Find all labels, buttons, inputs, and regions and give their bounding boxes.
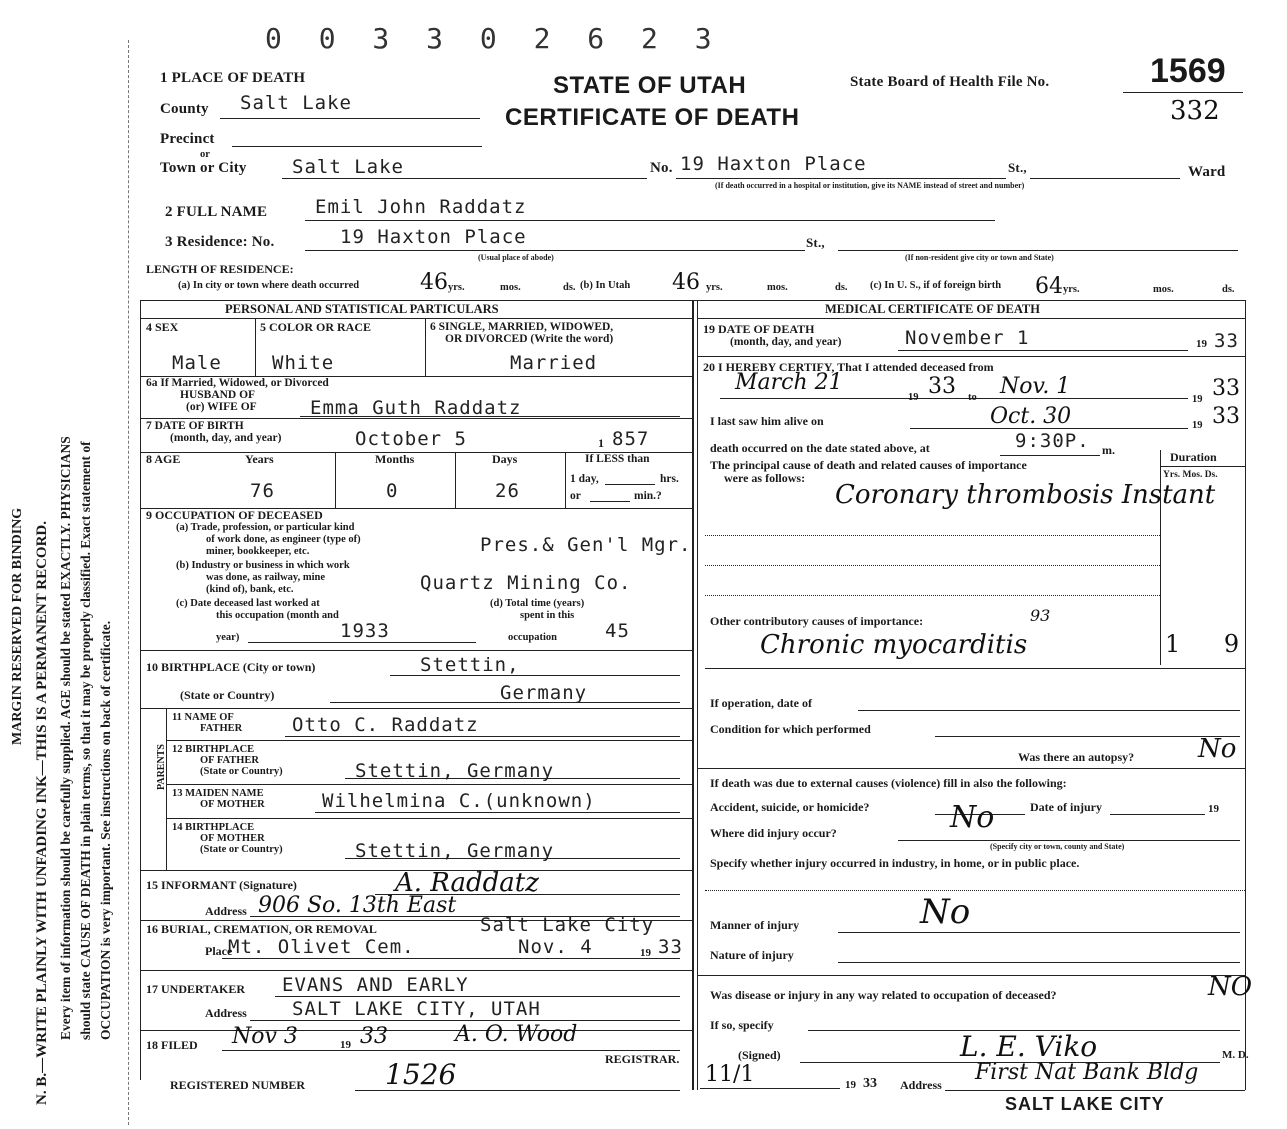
usual-note: (Usual place of abode) — [478, 253, 554, 262]
length-b-value: 46 — [672, 270, 700, 295]
county-line — [220, 118, 480, 119]
residence-label: 3 Residence: No. — [165, 234, 275, 250]
county-label: County — [160, 101, 209, 117]
residence-st-label: St., — [806, 235, 825, 250]
row-line-5 — [140, 650, 692, 651]
full-name-value: Emil John Raddatz — [315, 196, 527, 218]
mbirth-label-3: (State or Country) — [200, 844, 283, 855]
dob-label-1: 7 DATE OF BIRTH — [146, 420, 244, 432]
state-title: STATE OF UTAH — [553, 72, 747, 99]
certify-to-date: Nov. 1 — [1000, 374, 1071, 399]
spouse-label-1: 6a If Married, Widowed, or Divorced — [146, 377, 329, 389]
dod-label-1: 19 DATE OF DEATH — [703, 322, 815, 336]
parents-line-1 — [166, 740, 692, 741]
full-name-label: 2 FULL NAME — [165, 204, 268, 220]
undertaker-address: SALT LAKE CITY, UTAH — [292, 998, 541, 1020]
age-months-label: Months — [375, 452, 415, 466]
burial-place-line — [222, 958, 680, 959]
occ-c-line — [248, 642, 476, 643]
informant-signature: A. Raddatz — [395, 868, 539, 898]
dob-value: October 5 — [355, 428, 467, 450]
operation-line — [858, 710, 1240, 711]
age-min: min.? — [634, 490, 662, 502]
time-m-label: m. — [1102, 443, 1115, 457]
marital-label-1: 6 SINGLE, MARRIED, WIDOWED, — [430, 321, 614, 333]
med-line-3 — [697, 975, 1245, 976]
last-saw-label: I last saw him alive on — [710, 414, 824, 428]
occ-b-label-1: (b) Industry or business in which work — [176, 560, 350, 571]
dod-year-prefix: 19 — [1196, 338, 1207, 350]
residence-value: 19 Haxton Place — [340, 226, 527, 248]
street-line — [676, 178, 1006, 179]
birthplace-city: Stettin, — [420, 654, 520, 676]
row-line-9 — [140, 970, 692, 971]
precinct-line — [232, 146, 482, 147]
father-value: Otto C. Raddatz — [292, 714, 479, 736]
street-no-label: No. — [650, 160, 673, 176]
last-saw-prefix: 19 — [1192, 420, 1203, 431]
or-label: or — [200, 149, 210, 160]
town-label: Town or City — [160, 160, 247, 176]
cause-line-2 — [705, 565, 1160, 566]
burial-place: Mt. Olivet Cem. — [228, 936, 415, 958]
birth-state-label: (State or Country) — [180, 688, 275, 702]
dod-label-2: (month, day, and year) — [730, 336, 842, 348]
cause-value: Coronary thrombosis Instant — [835, 480, 1216, 510]
dob-label-2: (month, day, and year) — [170, 432, 282, 444]
personal-heading-line — [140, 318, 692, 319]
occ-b-label-3: (kind of), bank, etc. — [206, 584, 294, 595]
dob-year: 857 — [612, 428, 650, 450]
spouse-label-2: HUSBAND OF — [180, 389, 256, 401]
manner-label: Manner of injury — [710, 918, 800, 932]
related-label: Was disease or injury in any way related to occupation of deceased? — [710, 988, 1057, 1002]
marital-value: Married — [510, 352, 598, 374]
undertaker-address-label: Address — [205, 1006, 247, 1020]
burial-label: 16 BURIAL, CREMATION, OR REMOVAL — [146, 922, 377, 936]
hospital-note: (If death occurred in a hospital or institution, give its NAME instead of street and number) — [715, 181, 1025, 190]
row-line-6 — [140, 708, 692, 709]
occ-c-value: 1933 — [340, 620, 390, 642]
occ-d-label-1: (d) Total time (years) — [490, 598, 585, 609]
age-hrs-line — [605, 484, 655, 485]
length-c-mos: mos. — [1153, 284, 1174, 295]
filed-line — [222, 1050, 680, 1051]
certify-label: 20 I HEREBY CERTIFY, That I attended deceased from — [703, 360, 994, 374]
filed-date: Nov 3 — [232, 1024, 298, 1049]
med-line-2 — [697, 768, 1245, 769]
age-less-label: If LESS than — [585, 453, 650, 465]
other-causes-note: 93 — [1030, 606, 1051, 625]
binding-margin-line — [128, 40, 129, 1125]
last-saw-date: Oct. 30 — [990, 404, 1072, 429]
md-label: M. D. — [1222, 1049, 1249, 1061]
age-years-label: Years — [245, 452, 274, 466]
burial-city: Salt Lake City — [480, 914, 655, 936]
certify-to-year: 33 — [1212, 376, 1240, 401]
sex-label: 4 SEX — [146, 320, 179, 334]
certify-to-label: to — [968, 392, 977, 403]
length-c-label: (c) In U. S., if of foreign birth — [870, 280, 1002, 291]
occ-a-label-1: (a) Trade, profession, or particular kind — [176, 522, 355, 533]
dob-year-prefix: 1 — [598, 436, 604, 450]
undertaker-label: 17 UNDERTAKER — [146, 982, 246, 996]
time-line — [1000, 455, 1100, 456]
occ-d-label-3: occupation — [508, 632, 558, 643]
address-line — [945, 1090, 1245, 1091]
occ-b-value: Quartz Mining Co. — [420, 572, 632, 594]
father-label-1: 11 NAME OF — [172, 712, 234, 723]
spouse-value: Emma Guth Raddatz — [310, 397, 522, 419]
nature-line — [838, 962, 1240, 963]
length-a-ds: ds. — [563, 282, 576, 293]
color-value: White — [272, 352, 335, 374]
external-label: If death was due to external causes (violence) fill in also the following: — [710, 776, 1067, 790]
margin-nb-text: N. B.—WRITE PLAINLY WITH UNFADING INK—THIS IS A PERMANENT RECORD. — [34, 521, 50, 1105]
mother-label-1: 13 MAIDEN NAME — [172, 788, 264, 799]
length-a-value: 46 — [420, 270, 448, 295]
last-saw-year: 33 — [1212, 404, 1240, 429]
duration-label: Duration — [1170, 450, 1217, 464]
physician-signature: L. E. Viko — [960, 1030, 1098, 1063]
injury-year-prefix: 19 — [1208, 803, 1219, 815]
other-causes-value: Chronic myocarditis — [760, 630, 1028, 660]
signed-date-line — [700, 1088, 840, 1089]
certify-from-date: March 21 — [735, 370, 843, 395]
father-label-2: FATHER — [200, 723, 243, 734]
informant-address-label: Address — [205, 904, 247, 918]
length-c-yrs: yrs. — [1063, 284, 1080, 295]
parents-side-label: PARENTS — [156, 744, 167, 790]
precinct-label: Precinct — [160, 131, 215, 147]
age-days-label: Days — [492, 452, 518, 466]
other-causes-line — [705, 668, 1245, 669]
nonres-line — [838, 250, 1238, 251]
dod-year: 33 — [1214, 330, 1239, 352]
filed-label: 18 FILED — [146, 1038, 198, 1052]
parents-line-3 — [166, 818, 692, 819]
certify-to-prefix: 19 — [1192, 394, 1203, 405]
marital-label-2: OR DIVORCED (Write the word) — [445, 333, 614, 345]
nonres-note: (If non-resident give city or town and State) — [905, 253, 1054, 262]
file-sub-number: 332 — [1170, 96, 1220, 126]
undertaker-address-line — [250, 1020, 680, 1021]
registrar-label: REGISTRAR. — [605, 1052, 680, 1066]
grid-center-line — [692, 300, 694, 1090]
death-time: 9:30P. — [1015, 430, 1090, 452]
specify-line — [705, 890, 1245, 891]
length-b-yrs: yrs. — [706, 282, 723, 293]
specify-label: Specify whether injury occurred in industry, in home, or in public place. — [710, 856, 1080, 870]
grid-center-line-2 — [697, 300, 698, 1090]
sex-divider — [255, 318, 256, 376]
age-min-line — [590, 501, 630, 502]
cause-label-1: The principal cause of death and related causes of importance — [710, 458, 1027, 472]
age-days-value: 26 — [495, 480, 520, 502]
fbirth-value: Stettin, Germany — [355, 760, 555, 782]
row-line-2 — [140, 418, 692, 419]
length-label: LENGTH OF RESIDENCE: — [146, 262, 294, 276]
age-divider-3 — [565, 452, 566, 508]
dod-value: November 1 — [905, 327, 1030, 349]
filed-year: 33 — [360, 1024, 388, 1049]
birthplace-label: 10 BIRTHPLACE (City or town) — [146, 660, 316, 674]
burial-date: Nov. 4 — [518, 936, 593, 958]
file-no-line — [1123, 92, 1243, 93]
accident-value: No — [950, 800, 995, 835]
mbirth-label-1: 14 BIRTHPLACE — [172, 822, 255, 833]
occ-a-label-2: of work done, as engineer (type of) — [206, 534, 361, 545]
mother-line — [315, 812, 680, 813]
fbirth-label-3: (State or Country) — [200, 766, 283, 777]
father-line — [285, 736, 680, 737]
age-label: 8 AGE — [146, 452, 181, 466]
cause-line-3 — [705, 595, 1160, 596]
filed-year-prefix: 19 — [340, 1039, 351, 1051]
address-label: Address — [900, 1078, 942, 1092]
occ-b-label-2: was done, as railway, mine — [206, 572, 326, 583]
mother-label-2: OF MOTHER — [200, 799, 265, 810]
burial-year: 33 — [658, 936, 683, 958]
length-c-ds: ds. — [1222, 284, 1235, 295]
where-label: Where did injury occur? — [710, 826, 837, 840]
residence-line — [305, 250, 805, 251]
registered-number-label: REGISTERED NUMBER — [170, 1078, 306, 1092]
serial-number: 0 0 3 3 0 2 6 2 3 — [265, 22, 722, 55]
birthplace-country: Germany — [500, 682, 588, 704]
occurred-label: death occurred on the date stated above, at — [710, 441, 930, 455]
certify-from-prefix: 19 — [908, 392, 919, 403]
burial-year-prefix: 19 — [640, 947, 651, 959]
age-months-value: 0 — [386, 480, 399, 502]
undertaker-line — [275, 996, 680, 997]
burial-place-label: Place — [205, 944, 233, 958]
informant-address: 906 So. 13th East — [258, 893, 457, 918]
grid-left-line — [140, 300, 141, 1080]
row-line-10 — [140, 1030, 692, 1031]
signed-year-prefix: 19 — [845, 1079, 856, 1091]
certify-from-year: 33 — [928, 374, 956, 399]
address-stamp: SALT LAKE CITY — [1005, 1094, 1165, 1114]
personal-heading: PERSONAL AND STATISTICAL PARTICULARS — [225, 302, 499, 316]
age-divider-2 — [455, 452, 456, 508]
physician-address: First Nat Bank Bldg — [975, 1060, 1199, 1085]
margin-instructions-1: Every item of information should be carefully supplied. AGE should be stated EXACTLY. PHYSICIANS — [58, 436, 73, 1040]
signed-label: (Signed) — [738, 1048, 781, 1062]
age-or: or — [570, 490, 581, 502]
age-divider-1 — [335, 452, 336, 508]
medical-heading: MEDICAL CERTIFICATE OF DEATH — [825, 302, 1040, 316]
undertaker-value: EVANS AND EARLY — [282, 974, 469, 996]
length-b-ds: ds. — [835, 282, 848, 293]
length-a-mos: mos. — [500, 282, 521, 293]
ifso-label: If so, specify — [710, 1018, 774, 1032]
med-line-1 — [697, 356, 1245, 357]
occ-d-value: 45 — [605, 620, 630, 642]
fbirth-label-1: 12 BIRTHPLACE — [172, 744, 255, 755]
where-note: (Specify city or town, county and State) — [990, 842, 1125, 851]
condition-label: Condition for which performed — [710, 722, 871, 736]
full-name-line — [305, 220, 995, 221]
accident-label: Accident, suicide, or homicide? — [710, 800, 870, 814]
manner-line — [838, 932, 1240, 933]
length-a-label: (a) In city or town where death occurred — [178, 280, 360, 291]
manner-value: No — [920, 892, 971, 932]
town-line — [282, 178, 647, 179]
file-no-label: State Board of Health File No. — [850, 74, 1050, 90]
where-line — [898, 840, 1240, 841]
margin-binding-text: MARGIN RESERVED FOR BINDING — [10, 507, 25, 745]
street-st-label: St., — [1008, 160, 1027, 175]
place-heading: 1 PLACE OF DEATH — [160, 70, 306, 86]
nature-label: Nature of injury — [710, 948, 794, 962]
color-divider — [425, 318, 426, 376]
occupation-label: 9 OCCUPATION OF DECEASED — [146, 508, 323, 522]
mbirth-label-2: OF MOTHER — [200, 833, 265, 844]
occ-c-label-1: (c) Date deceased last worked at — [176, 598, 320, 609]
cause-label-2: were as follows: — [724, 471, 806, 485]
length-c-value: 64 — [1035, 274, 1063, 299]
medical-heading-line — [697, 318, 1245, 319]
file-number: 1569 — [1150, 52, 1226, 90]
age-hrs: hrs. — [660, 473, 679, 485]
length-b-label: (b) In Utah — [580, 280, 631, 291]
occ-c-label-3: year) — [216, 632, 240, 643]
county-value: Salt Lake — [240, 92, 352, 114]
occ-d-label-2: spent in this — [520, 610, 575, 621]
other-causes-duration: 1 9 — [1165, 630, 1258, 658]
street-value: 19 Haxton Place — [680, 153, 867, 175]
ward-label: Ward — [1188, 164, 1226, 180]
length-a-yrs: yrs. — [448, 282, 465, 293]
age-years-value: 76 — [250, 480, 275, 502]
certificate-title: CERTIFICATE OF DEATH — [505, 104, 800, 131]
injury-date-label: Date of injury — [1030, 800, 1102, 814]
sex-value: Male — [172, 352, 222, 374]
operation-label: If operation, date of — [710, 696, 812, 710]
condition-line — [935, 736, 1240, 737]
duration-line — [1160, 466, 1245, 467]
injury-date-line — [1110, 814, 1205, 815]
signed-year: 33 — [863, 1076, 877, 1091]
margin-instructions-2: should state CAUSE OF DEATH in plain terms, so that it may be properly classified. Exact statement of — [78, 441, 93, 1040]
registrar-signature: A. O. Wood — [455, 1022, 578, 1047]
town-value: Salt Lake — [292, 156, 404, 178]
occ-a-label-3: miner, bookkeeper, etc. — [206, 546, 310, 557]
mother-value: Wilhelmina C.(unknown) — [322, 790, 596, 812]
cause-line-1 — [705, 535, 1160, 536]
autopsy-label: Was there an autopsy? — [1018, 750, 1135, 764]
autopsy-value: No — [1198, 734, 1237, 764]
occ-c-label-2: this occupation (month and — [216, 610, 339, 621]
occ-a-value: Pres.& Gen'l Mgr. — [480, 534, 692, 556]
age-day-label: 1 day, — [570, 473, 599, 485]
length-b-mos: mos. — [767, 282, 788, 293]
color-label: 5 COLOR OR RACE — [260, 320, 372, 334]
spouse-label-3: (or) WIFE OF — [186, 401, 257, 413]
other-causes-label: Other contributory causes of importance: — [710, 614, 924, 628]
registered-number: 1526 — [385, 1058, 457, 1091]
margin-instructions-3: OCCUPATION is very important. See instructions on back of certificate. — [98, 620, 113, 1040]
signed-date: 11/1 — [705, 1062, 755, 1087]
informant-label: 15 INFORMANT (Signature) — [146, 878, 297, 892]
mbirth-value: Stettin, Germany — [355, 840, 555, 862]
dod-line — [898, 350, 1188, 351]
fbirth-label-2: OF FATHER — [200, 755, 260, 766]
duration-cols: Yrs. Mos. Ds. — [1163, 470, 1218, 480]
ward-line — [1030, 178, 1180, 179]
parents-line-2 — [166, 784, 692, 785]
related-value: NO — [1208, 972, 1253, 1002]
